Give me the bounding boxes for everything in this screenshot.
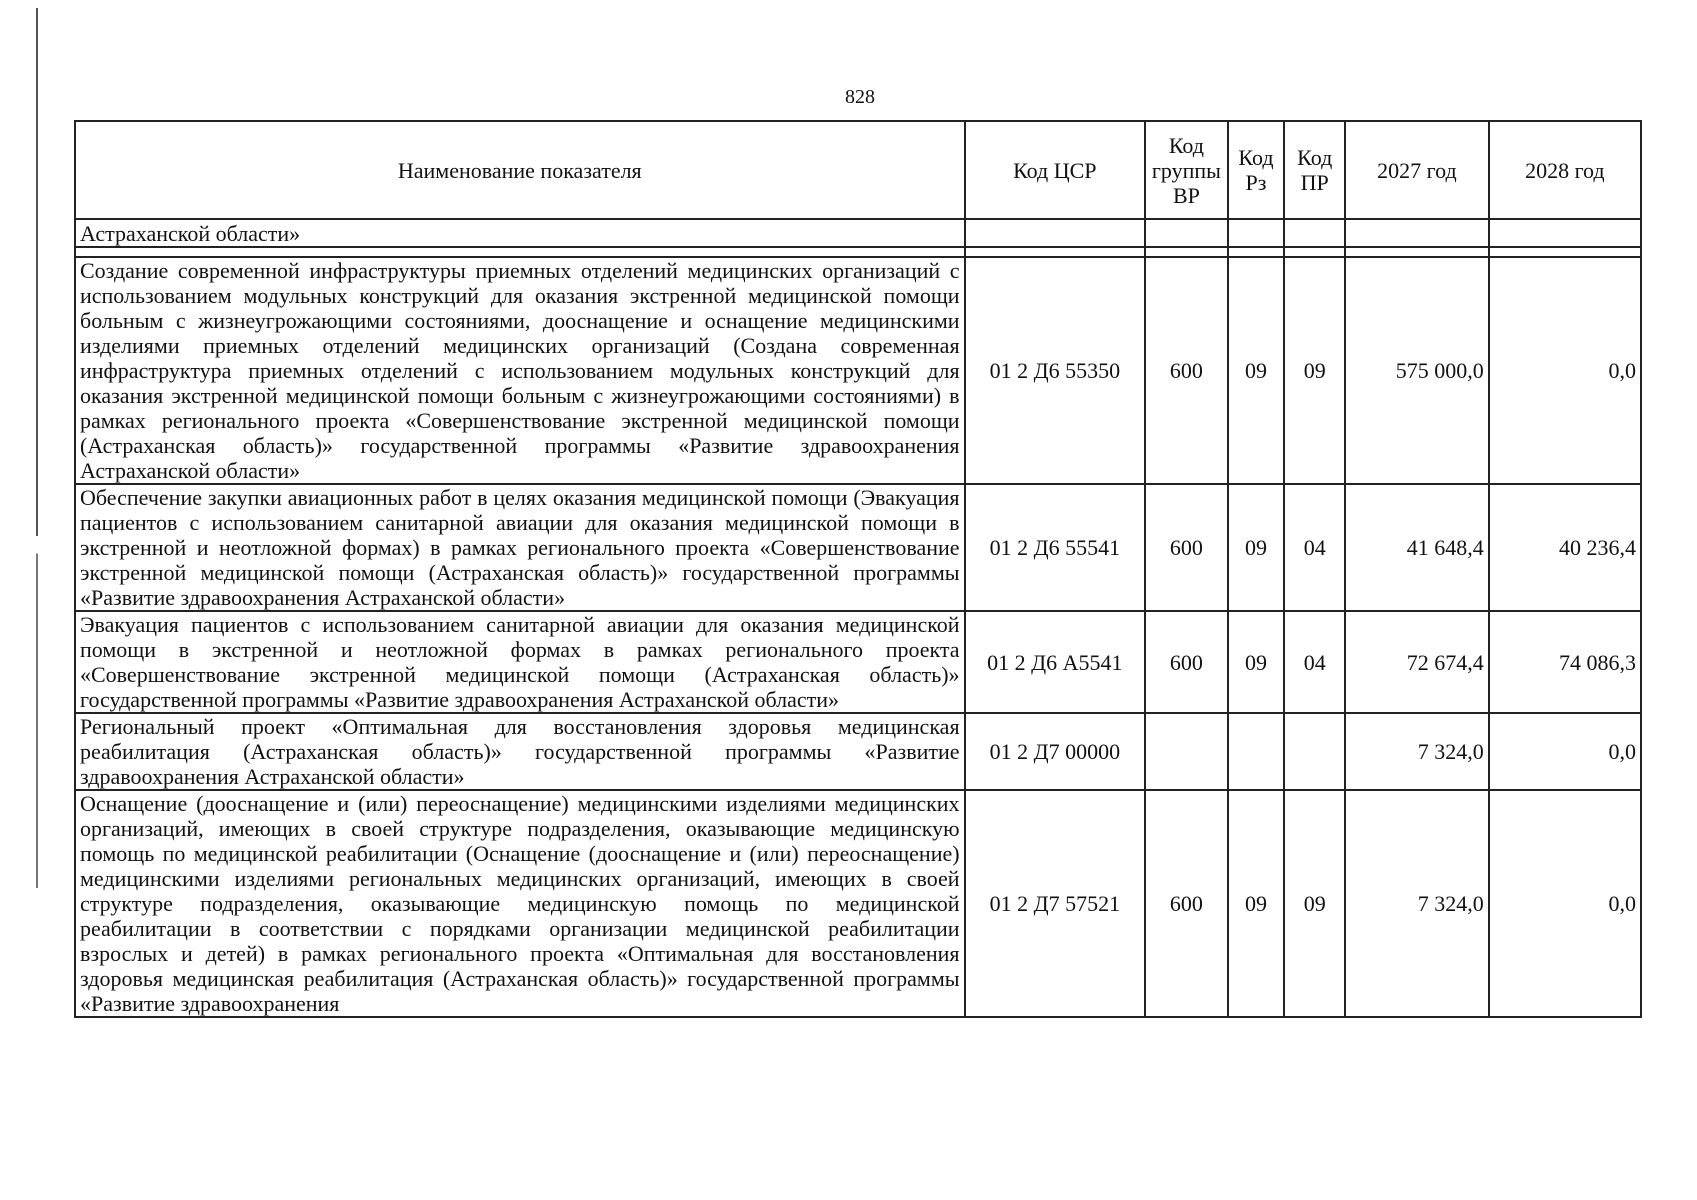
row-2027: 7 324,0 (1345, 713, 1489, 790)
row-rz: 09 (1228, 257, 1285, 484)
row-2027: 72 674,4 (1345, 611, 1489, 713)
table-row-continuation (75, 219, 1641, 247)
header-rz: Код Рз (1228, 121, 1285, 219)
row-2027: 7 324,0 (1345, 790, 1489, 1017)
continuation-text: Астраханской области» (75, 219, 965, 247)
row-pr: 04 (1284, 484, 1345, 611)
row-2027: 575 000,0 (1345, 257, 1489, 484)
row-2028: 0,0 (1489, 257, 1641, 484)
row-rz (1228, 713, 1285, 790)
row-2027: 41 648,4 (1345, 484, 1489, 611)
budget-table (74, 120, 1642, 1018)
row-rz: 09 (1228, 611, 1285, 713)
table-row (75, 790, 1641, 1017)
row-csr: 01 2 Д6 55350 (965, 257, 1146, 484)
row-pr: 09 (1284, 790, 1345, 1017)
header-pr: Код ПР (1284, 121, 1345, 219)
table-row-spacer (75, 247, 1641, 257)
row-name: Региональный проект «Оптимальная для восстановления здоровья медицинская реабилитация (Астраханская область)» государственной программы «Развитие здравоохранения Астраханской области» (75, 713, 965, 790)
scan-margin-line (36, 8, 38, 888)
row-vr: 600 (1145, 257, 1228, 484)
row-2028: 0,0 (1489, 790, 1641, 1017)
row-name: Эвакуация пациентов с использованием санитарной авиации для оказания медицинской помощи в экстренной и неотложной формах в рамках регионального проекта «Совершенствование экстренной медицинской помощи (Астраханская область)» государственной программы «Развитие здравоохранения Астраханской области» (75, 611, 965, 713)
row-pr (1284, 713, 1345, 790)
row-name: Обеспечение закупки авиационных работ в целях оказания медицинской помощи (Эвакуация пациентов с использованием санитарной авиации для оказания медицинской помощи в экстренной и неотложной формах) в рамках регионального проекта «Совершенствование экстренной медицинской помощи (Астраханская область)» государственной программы «Развитие здравоохранения Астраханской области» (75, 484, 965, 611)
row-vr: 600 (1145, 790, 1228, 1017)
table-row (75, 713, 1641, 790)
row-pr: 04 (1284, 611, 1345, 713)
row-csr: 01 2 Д7 57521 (965, 790, 1146, 1017)
row-vr: 600 (1145, 484, 1228, 611)
header-2028: 2028 год (1489, 121, 1641, 219)
row-vr: 600 (1145, 611, 1228, 713)
row-csr: 01 2 Д7 00000 (965, 713, 1146, 790)
row-name: Оснащение (дооснащение и (или) переоснащение) медицинскими изделиями медицинских организаций, имеющих в своей структуре подразделения, оказывающие медицинскую помощь по медицинской реабилитации (Оснащение (дооснащение и (или) переоснащение) медицинскими изделиями региональных медицинских организаций, имеющих в своей структуре подразделения, оказывающие медицинскую помощь по медицинской реабилитации в соответствии с порядками организации медицинской реабилитации взрослых и детей) в рамках регионального проекта «Оптимальная для восстановления здоровья медицинская реабилитация (Астраханская область)» государственной программы «Развитие здравоохранения (75, 790, 965, 1017)
row-vr (1145, 713, 1228, 790)
header-name: Наименование показателя (75, 121, 965, 219)
table-header-row (75, 121, 1641, 219)
row-2028: 40 236,4 (1489, 484, 1641, 611)
header-csr: Код ЦСР (965, 121, 1146, 219)
table-row (75, 257, 1641, 484)
table-row (75, 611, 1641, 713)
row-name: Создание современной инфраструктуры приемных отделений медицинских организаций с использованием модульных конструкций для оказания экстренной медицинской помощи больным с жизнеугрожающими состояниями, дооснащение и оснащение медицинскими изделиями приемных отделений медицинских организаций (Создана современная инфраструктура приемных отделений с использованием модульных конструкций для оказания экстренной медицинской помощи больным с жизнеугрожающими состояниями) в рамках регионального проекта «Совершенствование экстренной медицинской помощи (Астраханская область)» государственной программы «Развитие здравоохранения Астраханской области» (75, 257, 965, 484)
row-rz: 09 (1228, 790, 1285, 1017)
header-vr: Код группы ВР (1145, 121, 1228, 219)
row-csr: 01 2 Д6 55541 (965, 484, 1146, 611)
row-2028: 74 086,3 (1489, 611, 1641, 713)
row-rz: 09 (1228, 484, 1285, 611)
row-pr: 09 (1284, 257, 1345, 484)
table-row (75, 484, 1641, 611)
row-csr: 01 2 Д6 А5541 (965, 611, 1146, 713)
page-number: 828 (845, 86, 875, 108)
header-2027: 2027 год (1345, 121, 1489, 219)
row-2028: 0,0 (1489, 713, 1641, 790)
